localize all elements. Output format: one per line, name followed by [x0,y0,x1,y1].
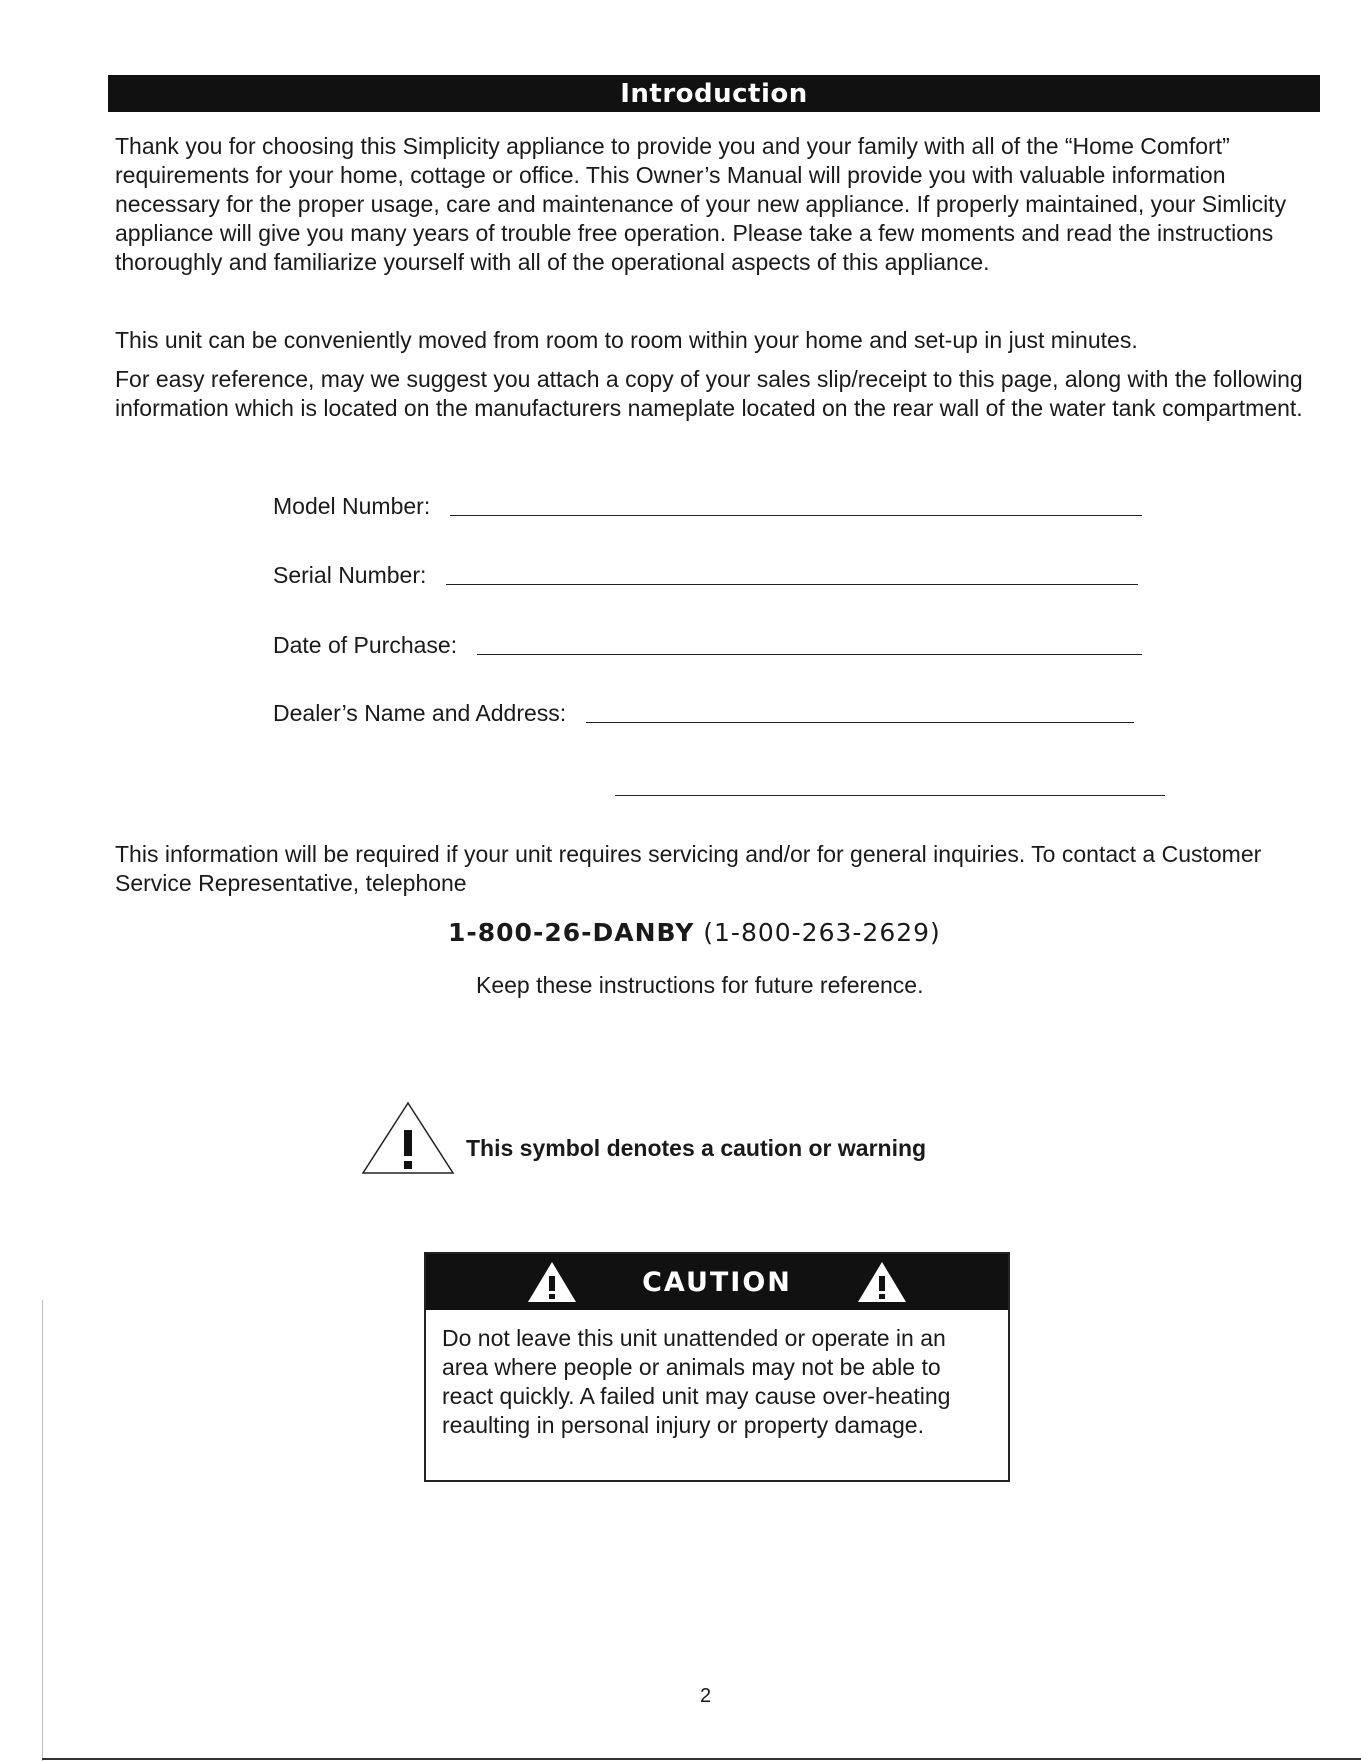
dealer-address-line [615,795,1165,796]
serial-number-label: Serial Number: [273,562,427,588]
section-header-bar [108,75,1320,112]
dealer-line [586,721,1134,723]
date-of-purchase-line [477,653,1142,655]
symbol-note-text: This symbol denotes a caution or warning [466,1134,927,1161]
model-number-line [450,514,1142,516]
intro-paragraph: Thank you for choosing this Simplicity appliance to provide you and your family with all of the “Home Comfort” requirements for your home, cottage or office. This Owner’s Manual will provide you with valuable information necessary for the proper usage, care and maintenance of your new appliance. If properly maintained, your Simlicity appliance will give you many years of trouble free operation. Please take a few moments and read the instructions thoroughly and familiarize yourself with all of the operational aspects of this appliance. [115,133,1287,275]
serial-number-line [446,583,1138,585]
portability-paragraph: This unit can be conveniently moved from room to room within your home and set-up in just minutes. [115,327,1138,353]
caution-text: Do not leave this unit unattended or operate in an area where people or animals may not be able to react quickly. A failed unit may cause over-heating reaulting in personal injury or property damage. [442,1325,951,1438]
caution-header [426,1254,1008,1310]
caution-title: CAUTION [642,1266,792,1298]
warning-triangle-icon [526,1260,578,1304]
page-number: 2 [700,1685,712,1707]
section-title: Introduction [620,78,808,109]
model-number-field [273,493,1142,520]
serial-number-field [273,562,1138,589]
warning-triangle-icon [360,1100,456,1176]
model-number-label: Model Number: [273,493,431,519]
phone-number [448,918,941,947]
phone-vanity-number: 1-800-26-DANBY [448,918,695,947]
symbol-note [360,1100,926,1176]
phone-numeric: (1-800-263-2629) [703,918,941,947]
date-of-purchase-label: Date of Purchase: [273,632,458,658]
contact-paragraph: This information will be required if your unit requires servicing and/or for general inquiries. To contact a Customer Service Representative, telephone [115,841,1262,896]
date-of-purchase-field [273,632,1142,659]
caution-box [424,1252,1010,1482]
warning-triangle-icon [856,1260,908,1304]
keep-instructions-note: Keep these instructions for future reference. [476,972,924,998]
scan-bottom-line [42,1758,1361,1760]
scan-margin-line [42,1300,43,1761]
reference-paragraph: For easy reference, may we suggest you attach a copy of your sales slip/receipt to this page, along with the following information which is located on the manufacturers nameplate located on the rear wall of the water tank compartment. [115,366,1303,421]
dealer-field [273,700,1134,727]
dealer-label: Dealer’s Name and Address: [273,700,567,726]
